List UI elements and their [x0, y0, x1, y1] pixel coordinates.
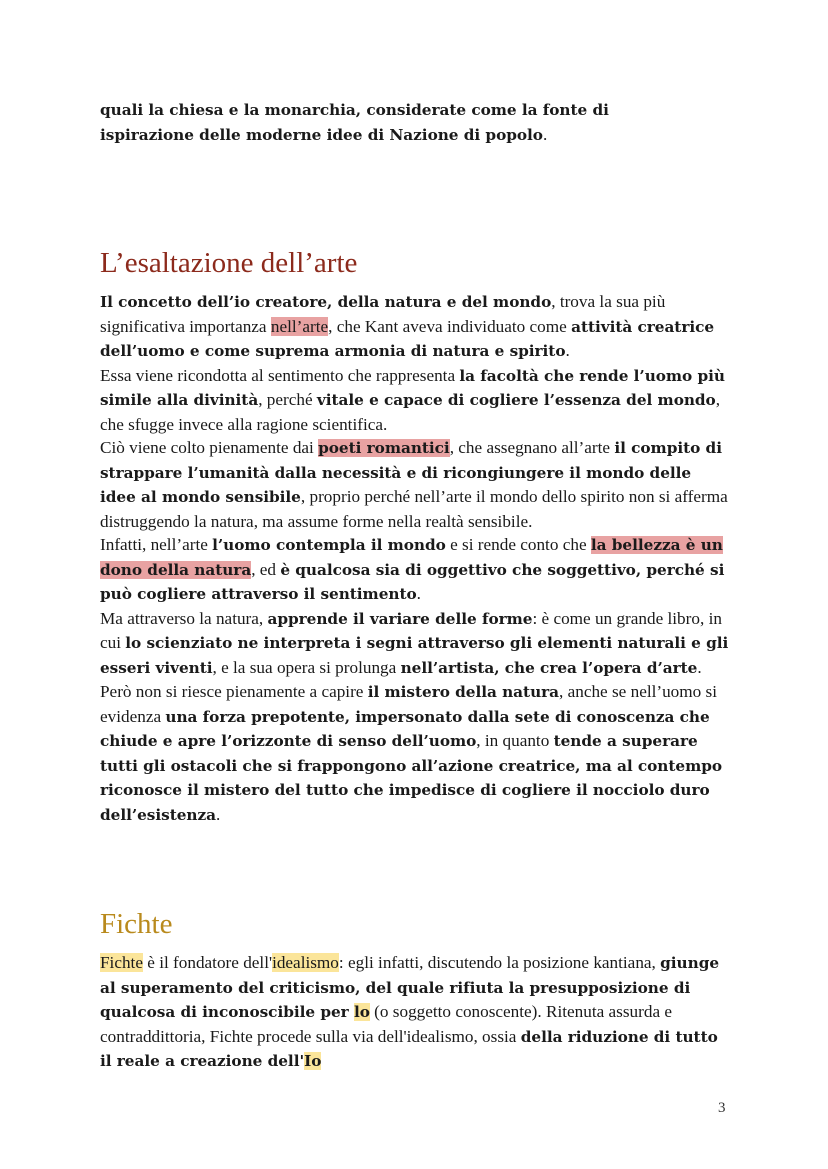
text: : egli infatti, discutendo la posizione kantiana,	[338, 953, 661, 972]
arte-paragraph-4	[100, 533, 730, 607]
text: , anche se nell’uomo si evidenza	[100, 682, 718, 726]
heading-esaltazione-arte: L’esaltazione dell’arte	[100, 247, 358, 279]
text: Ciò viene colto pienamente dai	[100, 438, 319, 457]
text: Ma attraverso la natura,	[100, 608, 268, 628]
text: è il fondatore dell'	[142, 953, 273, 972]
text: , perché	[258, 390, 317, 409]
intro-period: .	[542, 124, 548, 144]
text: .	[697, 657, 702, 677]
text-bold: una forza prepotente, impersonato dalla sete di conoscenza che chiude e apre l’orizzonte di senso dell’uomo	[100, 707, 710, 750]
highlight-nellarte: nell’arte	[270, 316, 329, 336]
text-bold: della riduzione di tutto il reale a creazione dell'	[100, 1027, 718, 1070]
text-bold: Il concetto dell’io creatore, della natura e del mondo	[100, 293, 552, 311]
arte-paragraph-2	[100, 364, 730, 437]
text: , che Kant aveva individuato come	[328, 316, 572, 336]
text-bold: nell’artista, che crea l’opera d’arte	[400, 658, 698, 677]
text: , trova la sua più significativa importanza	[100, 292, 666, 336]
fichte-paragraph	[100, 951, 730, 1074]
arte-paragraph-3	[100, 436, 730, 533]
text-bold: il compito di strappare l’umanità dalla necessità e di ricongiungere il mondo delle idee al mondo sensibile	[100, 439, 722, 506]
arte-paragraph-6	[100, 680, 730, 827]
text-bold: la facoltà che rende l’uomo più simile alla divinità	[100, 366, 725, 409]
text-bold: lo scienziato ne interpreta i segni attraverso gli elementi naturali e gli esseri viventi	[100, 634, 729, 677]
text: (o soggetto conoscente). Ritenuta assurda e contraddittoria, Fichte procede sulla via dell'idealismo, ossia	[100, 1002, 672, 1046]
intro-bold-line-2: ispirazione delle moderne idee di Nazione di popolo	[100, 125, 543, 144]
intro-bold-line-1: quali la chiesa e la monarchia, considerate come la fonte di	[100, 101, 609, 119]
text-bold: il mistero della natura	[367, 683, 560, 701]
text-bold: tende a superare tutti gli ostacoli che si frappongono all’azione creatrice, ma al contempo riconosce il mistero del tutto che impedisce di cogliere il nocciolo duro dell’esistenza	[100, 732, 723, 824]
text: , e la sua opera si prolunga	[212, 657, 401, 677]
text-bold: giunge al superamento del criticismo, del quale rifiuta la presupposizione di qualcosa di inconoscibile per	[100, 954, 720, 1021]
text: Essa viene ricondotta al sentimento che rappresenta	[100, 365, 460, 385]
page-number: 3	[718, 1100, 726, 1116]
section-fichte-body	[100, 951, 730, 1074]
text: Infatti, nell’arte	[100, 535, 213, 554]
text: , in quanto	[476, 731, 554, 750]
highlight-idealismo: idealismo	[272, 953, 339, 972]
text: e si rende conto che	[445, 535, 591, 554]
heading-fichte: Fichte	[100, 908, 173, 940]
highlight-poeti-romantici: poeti romantici	[318, 439, 450, 457]
text-bold: l’uomo contempla il mondo	[212, 536, 446, 554]
text: .	[565, 341, 570, 360]
text-bold: apprende il variare delle forme	[267, 609, 533, 628]
section-arte-body	[100, 290, 730, 827]
text: .	[215, 804, 221, 824]
highlight-bellezza: la bellezza è un dono della natura	[100, 536, 723, 579]
arte-paragraph-5	[100, 607, 730, 681]
intro-paragraph	[100, 98, 730, 147]
text: : è come un grande libro, in cui	[100, 608, 722, 652]
text-bold: vitale e capace di cogliere l’essenza del mondo	[316, 391, 716, 409]
text: Però non si riesce pienamente a capire	[100, 682, 368, 701]
text: , ed	[251, 559, 281, 579]
highlight-io: Io	[304, 1052, 322, 1070]
highlight-lo: lo	[353, 1003, 370, 1021]
arte-paragraph-1	[100, 290, 730, 364]
text-bold: attività creatrice dell’uomo e come suprema armonia di natura e spirito	[100, 317, 715, 360]
text-bold: è qualcosa sia di oggettivo che soggettivo, perché si può cogliere attraverso il sentimento	[100, 560, 725, 603]
text: , che assegnano all’arte	[449, 438, 615, 457]
text: , proprio perché nell’arte il mondo dello spirito non si afferma distruggendo la natura, ma assume forme nella realtà sensibile.	[100, 487, 728, 531]
highlight-fichte: Fichte	[100, 953, 143, 972]
text: , che sfugge invece alla ragione scientifica.	[100, 390, 721, 434]
text: .	[416, 584, 421, 603]
